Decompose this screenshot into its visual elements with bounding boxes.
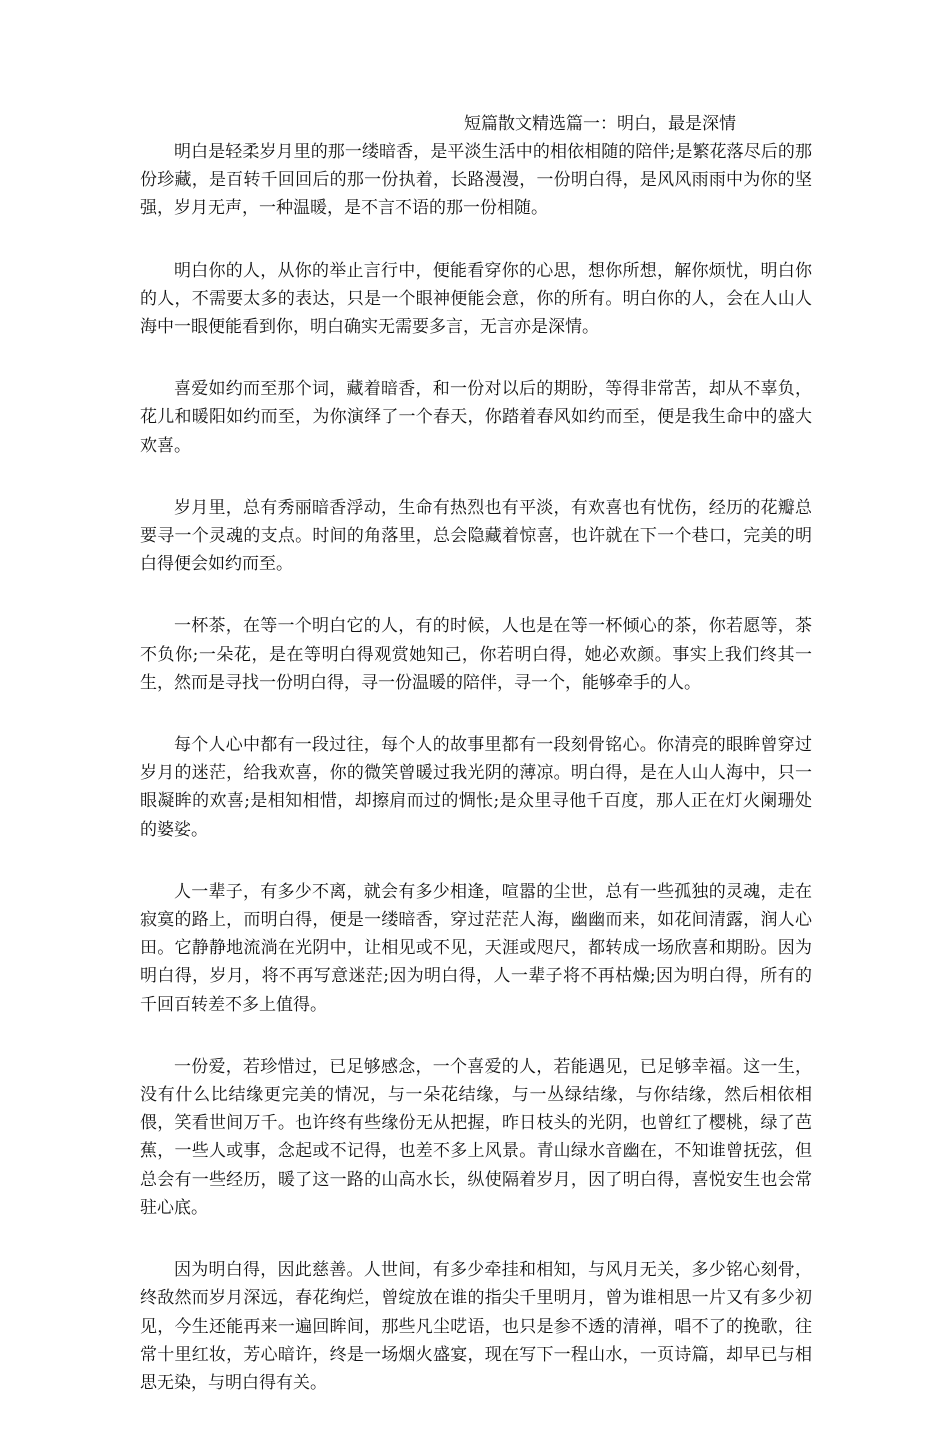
paragraph-4: 岁月里，总有秀丽暗香浮动，生命有热烈也有平淡，有欢喜也有忧伤，经历的花瓣总要寻一个灵魂的支点。时间的角落里，总会隐藏着惊喜，也许就在下一个巷口，完美的明白得便会如约而至。 bbox=[140, 497, 812, 575]
paragraph-6: 每个人心中都有一段过往，每个人的故事里都有一段刻骨铭心。你清亮的眼眸曾穿过岁月的迷茫，给我欢喜，你的微笑曾暖过我光阴的薄凉。明白得，是在人山人海中，只一眼凝眸的欢喜;是相知相惜，却擦肩而过的惆怅;是众里寻他千百度，那人正在灯火阑珊处的婆娑。 bbox=[140, 735, 812, 840]
document-title: 短篇散文精选篇一：明白，最是深情 bbox=[464, 114, 736, 134]
paragraph-3: 喜爱如约而至那个词，藏着暗香，和一份对以后的期盼，等得非常苦，却从不辜负，花儿和暖阳如约而至，为你演绎了一个春天，你踏着春风如约而至，便是我生命中的盛大欢喜。 bbox=[140, 379, 812, 456]
paragraph-9: 因为明白得，因此慈善。人世间，有多少牵挂和相知，与风月无关，多少铭心刻骨，终敌然而岁月深远，春花绚烂，曾绽放在谁的指尖千里明月，曾为谁相思一片又有多少初见，今生还能再来一遍回眸间，那些凡尘呓语，也只是参不透的清禅，唱不了的挽歌，往常十里红妆，芳心暗许，终是一场烟火盛宴，现在写下一程山水，一页诗篇，却早已与相思无染，与明白得有关。 bbox=[140, 1260, 812, 1393]
paragraph-8: 一份爱，若珍惜过，已足够感念，一个喜爱的人，若能遇见，已足够幸福。这一生，没有什么比结缘更完美的情况，与一朵花结缘，与一丛绿结缘，与你结缘，然后相依相偎，笑看世间万千。也许终有些缘份无从把握，昨日枝头的光阴，也曾红了樱桃，绿了芭蕉，一些人或事，念起或不记得，也差不多上风景。青山绿水音幽在，不知谁曾抚弦，但总会有一些经历，暖了这一路的山高水长，纵使隔着岁月，因了明白得，喜悦安生也会常驻心底。 bbox=[140, 1056, 812, 1218]
paragraph-2: 明白你的人，从你的举止言行中，便能看穿你的心思，想你所想，解你烦忧，明白你的人，不需要太多的表达，只是一个眼神便能会意，你的所有。明白你的人，会在人山人海中一眼便能看到你，明白确实无需要多言，无言亦是深情。 bbox=[140, 260, 812, 338]
paragraph-7: 人一辈子，有多少不离，就会有多少相逢，喧嚣的尘世，总有一些孤独的灵魂，走在寂寞的路上，而明白得，便是一缕暗香，穿过茫茫人海，幽幽而来，如花间清露，润人心田。它静静地流淌在光阴中，让相见或不见，天涯或咫尺，都转成一场欣喜和期盼。因为明白得，岁月，将不再写意迷茫;因为明白得，人一辈子将不再枯燥;因为明白得，所有的千回百转差不多上值得。 bbox=[140, 881, 812, 1015]
document-body bbox=[140, 138, 812, 1431]
paragraph-5: 一杯茶，在等一个明白它的人，有的时候，人也是在等一杯倾心的茶，你若愿等，茶不负你;一朵花，是在等明白得观赏她知己，你若明白得，她必欢颜。事实上我们终其一生，然而是寻找一份明白得，寻一份温暖的陪伴，寻一个，能够牵手的人。 bbox=[140, 616, 812, 693]
paragraph-1: 明白是轻柔岁月里的那一缕暗香，是平淡生活中的相依相随的陪伴;是繁花落尽后的那份珍藏，是百转千回回后的那一份执着，长路漫漫，一份明白得，是风风雨雨中为你的坚强，岁月无声，一种温暖，是不言不语的那一份相随。 bbox=[140, 142, 812, 219]
